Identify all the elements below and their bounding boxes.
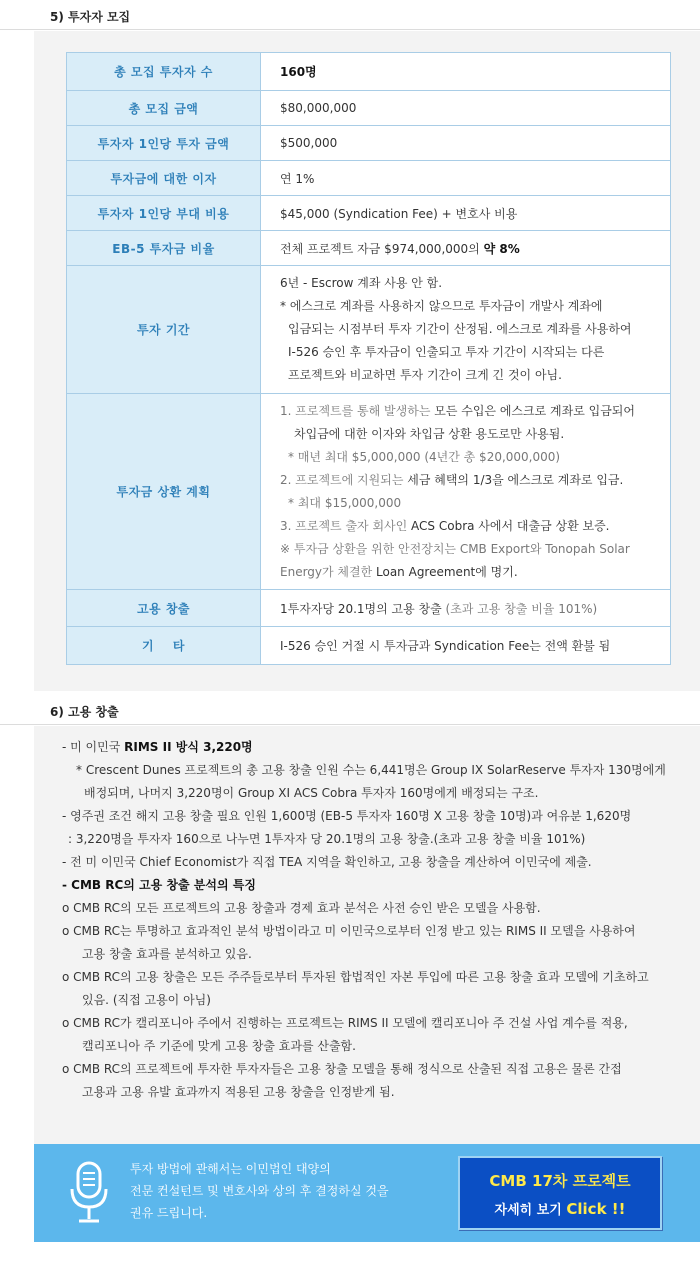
- table-row: [67, 91, 671, 126]
- table-row: [67, 161, 671, 196]
- section6-header: [0, 695, 700, 725]
- emp-bullet: o CMB RC의 프로젝트에 투자한 투자자들은 고용 창출 모델을 통해 정식으로 산출된 직접 고용은 물론 간접: [62, 1062, 622, 1076]
- table-row: [67, 53, 671, 91]
- cta-title: CMB 17차 프로젝트: [489, 1172, 631, 1190]
- eb5-ratio-text: 전체 프로젝트 자금 $974,000,000의: [280, 241, 484, 256]
- row-label: EB-5 투자금 비율: [67, 231, 261, 266]
- period-line: 프로젝트와 비교하면 투자 기간이 크게 긴 것이 아님.: [288, 368, 562, 382]
- repayment-line: 차입금에 대한 이자와 차입금 상환 용도로만 사용됨.: [294, 426, 565, 441]
- emp-bullet-cont: 고용과 고용 유발 효과까지 적용된 고용 창출을 인정받게 됨.: [82, 1085, 395, 1099]
- repayment-line: * 최대 $15,000,000: [288, 495, 402, 510]
- table-row: [67, 231, 671, 266]
- cta-click: Click !!: [566, 1200, 626, 1218]
- emp-line: - 영주권 조건 해지 고용 창출 필요 인원 1,600명 (EB-5 투자자 160명 X 고용 창출 10명)과 여유분 1,620명: [62, 809, 632, 823]
- row-label: 투자자 1인당 부대 비용: [67, 196, 261, 231]
- emp-bullet-cont: 고용 창출 효과를 분석하고 있음.: [82, 947, 252, 961]
- project-details-button[interactable]: [458, 1156, 662, 1230]
- banner-line: 권유 드립니다.: [130, 1206, 208, 1220]
- row-value: $80,000,000: [261, 91, 671, 126]
- table-row: [67, 266, 671, 394]
- section5-header: [0, 0, 700, 30]
- emp-line: 배정되며, 나머지 3,220명이 Group XI ACS Cobra 투자자 160명에게 배정되는 구조.: [84, 786, 539, 800]
- period-line: 6년 - Escrow 계좌 사용 안 함.: [280, 276, 443, 290]
- row-value: I-526 승인 거절 시 투자금과 Syndication Fee는 전액 환불 됨: [261, 627, 671, 665]
- table-row: [67, 590, 671, 627]
- row-value: 160명: [280, 65, 317, 79]
- row-value: 1투자자당 20.1명의 고용 창출 (초과 고용 창출 비율 101%): [261, 590, 671, 627]
- repayment-line: Energy가 체결한 Loan Agreement에 명기.: [280, 564, 518, 579]
- repayment-line: 1. 프로젝트를 통해 발생하는 모든 수입은 에스크로 계좌로 입금되어: [280, 403, 635, 418]
- section6-title: 6) 고용 창출: [50, 705, 119, 719]
- eb5-ratio-bold: 약 8%: [483, 241, 520, 256]
- emp-bullet-cont: 캘리포니아 주 기준에 맞게 고용 창출 효과를 산출함.: [82, 1039, 356, 1053]
- emp-subheading: - CMB RC의 고용 창출 분석의 특징: [62, 878, 256, 892]
- cta-subtitle: 자세히 보기 Click !!: [494, 1200, 626, 1218]
- table-row: [67, 196, 671, 231]
- employment-content: [62, 736, 687, 1104]
- period-line: * 에스크로 계좌를 사용하지 않으므로 투자금이 개발사 계좌에: [280, 299, 603, 313]
- banner-line: 전문 컨설턴트 및 변호사와 상의 후 결정하실 것을: [130, 1184, 389, 1198]
- investor-recruitment-table: [66, 52, 671, 665]
- row-value: $500,000: [261, 126, 671, 161]
- row-value: $45,000 (Syndication Fee) + 변호사 비용: [261, 196, 671, 231]
- row-value: [261, 266, 671, 394]
- row-label: 투자자 1인당 투자 금액: [67, 126, 261, 161]
- emp-bullet: o CMB RC의 모든 프로젝트의 고용 창출과 경제 효과 분석은 사전 승인 받은 모델을 사용함.: [62, 901, 541, 915]
- row-label: 고용 창출: [67, 590, 261, 627]
- table-row: [67, 126, 671, 161]
- consultation-banner: [34, 1144, 700, 1242]
- period-line: 입금되는 시점부터 투자 기간이 산정됨. 에스크로 계좌를 사용하여: [288, 322, 632, 336]
- emp-bullet-cont: 있음. (직접 고용이 아님): [82, 993, 211, 1007]
- row-value: 연 1%: [261, 161, 671, 196]
- table-row: [67, 394, 671, 590]
- emp-bullet: o CMB RC는 투명하고 효과적인 분석 방법이라고 미 이민국으로부터 인정 받고 있는 RIMS II 모델을 사용하여: [62, 924, 636, 938]
- row-label: 총 모집 투자자 수: [67, 53, 261, 91]
- row-label: 투자 기간: [67, 266, 261, 394]
- repayment-line: ※ 투자금 상환을 위한 안전장치는 CMB Export와 Tonopah Solar: [280, 541, 630, 556]
- row-label: 투자금 상환 계획: [67, 394, 261, 590]
- row-label: 기 타: [67, 627, 261, 665]
- emp-line: * Crescent Dunes 프로젝트의 총 고용 창출 인원 수는 6,441명은 Group IX SolarReserve 투자자 130명에게: [76, 763, 666, 777]
- row-label: 투자금에 대한 이자: [67, 161, 261, 196]
- emp-line: - 전 미 이민국 Chief Economist가 직접 TEA 지역을 확인하고, 고용 창출을 계산하여 이민국에 제출.: [62, 855, 592, 869]
- emp-line: : 3,220명을 투자자 160으로 나누면 1투자자 당 20.1명의 고용 창출.(초과 고용 창출 비율 101%): [68, 832, 586, 846]
- emp-bullet: o CMB RC의 고용 창출은 모든 주주들로부터 투자된 합법적인 자본 투입에 따른 고용 창출 효과 모델에 기초하고: [62, 970, 649, 984]
- period-line: I-526 승인 후 투자금이 인출되고 투자 기간이 시작되는 다른: [288, 345, 605, 359]
- repayment-line: 3. 프로젝트 출자 회사인 ACS Cobra 사에서 대출금 상환 보증.: [280, 518, 610, 533]
- repayment-line: 2. 프로젝트에 지원되는 세금 혜택의 1/3을 에스크로 계좌로 입금.: [280, 472, 624, 487]
- section5-title: 5) 투자자 모집: [50, 10, 131, 24]
- banner-line: 투자 방법에 관해서는 이민법인 대양의: [130, 1162, 331, 1176]
- row-label: 총 모집 금액: [67, 91, 261, 126]
- row-value: [261, 231, 671, 266]
- banner-text: [130, 1158, 389, 1224]
- emp-bullet: o CMB RC가 캘리포니아 주에서 진행하는 프로젝트는 RIMS II 모델에 캘리포니아 주 건설 사업 계수를 적용,: [62, 1016, 628, 1030]
- emp-line: - 미 이민국 RIMS II 방식 3,220명: [62, 740, 253, 754]
- table-row: [67, 627, 671, 665]
- repayment-line: * 매년 최대 $5,000,000 (4년간 총 $20,000,000): [288, 449, 561, 464]
- row-value: [261, 394, 671, 590]
- microphone-icon: [68, 1161, 110, 1225]
